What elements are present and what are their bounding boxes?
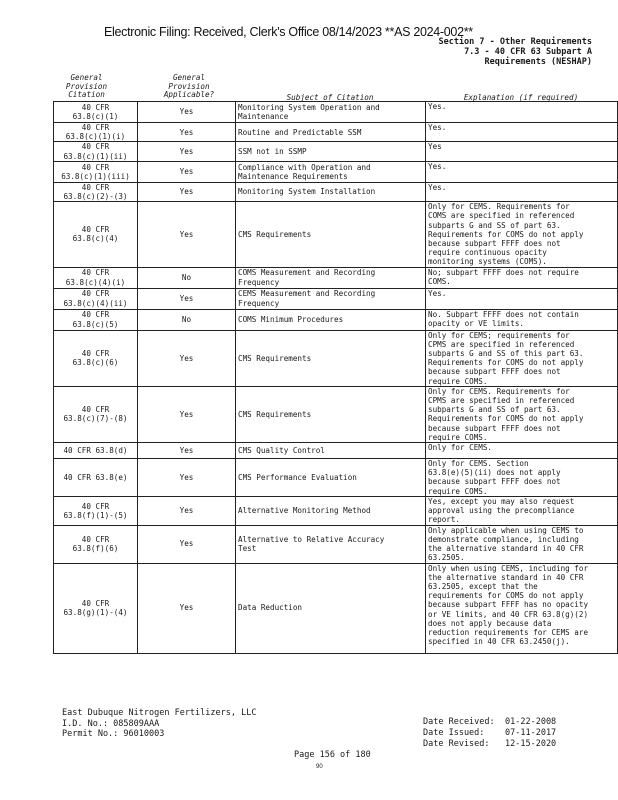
applicable-cell: Yes: [138, 142, 236, 161]
citation-cell-line: 40 CFR: [81, 268, 110, 278]
subject-cell: [236, 309, 426, 330]
citation-cell: [54, 386, 138, 442]
subject-cell-line: CMS Requirements: [238, 353, 312, 363]
explanation-cell-line: the alternative standard in 40 CFR: [428, 572, 584, 582]
explanation-cell-line: Yes, except you may also request: [428, 497, 575, 507]
explanation-cell-line: require COMS.: [428, 486, 488, 496]
date-issued-row: [423, 728, 556, 739]
applicable-cell: Yes: [138, 330, 236, 386]
subject-cell-line: Compliance with Operation and: [238, 162, 371, 172]
section-heading-line: Section 7 - Other Requirements: [438, 37, 592, 47]
explanation-cell-line: or VE limits, and 40 CFR 63.8(g)(2): [428, 609, 589, 619]
citation-cell-line: 40 CFR 63.8(d): [63, 445, 128, 455]
table-row: [54, 102, 618, 123]
subject-cell: [236, 443, 426, 459]
citation-cell: [54, 123, 138, 142]
table-row: [54, 563, 618, 653]
subject-cell: [236, 386, 426, 442]
table-row: [54, 288, 618, 309]
subject-cell-line: SSM not in SSMP: [238, 147, 307, 156]
citation-cell: [54, 525, 138, 563]
table-row: [54, 142, 618, 161]
subject-cell-line: Test: [238, 544, 257, 554]
table-body: [54, 102, 618, 654]
date-revised-value: 12-15-2020: [505, 739, 557, 749]
subject-cell: [236, 202, 426, 267]
explanation-cell-line: requirements for COMS do not apply: [428, 591, 584, 601]
subject-cell-line: Monitoring System Installation: [238, 187, 376, 197]
applicable-cell: Yes: [138, 443, 236, 459]
header-line: Provision: [65, 81, 108, 91]
explanation-cell-line: because subpart FFFF does not: [428, 367, 561, 377]
date-received-label: Date Received:: [423, 717, 495, 727]
citation-cell-line: 40 CFR: [81, 289, 110, 299]
table-row: [54, 443, 618, 459]
citation-cell-line: 63.8(c)(1)(i): [65, 132, 126, 142]
subject-cell-line: CMS Quality Control: [238, 445, 325, 455]
citation-cell-line: 40 CFR: [81, 310, 110, 320]
citation-cell-line: 63.8(c)(5): [72, 319, 119, 329]
explanation-cell-line: Requirements for COMS do not apply: [428, 229, 584, 239]
page-mark: 90: [316, 764, 323, 770]
explanation-cell-line: subparts G and SS of this part 63.: [428, 349, 584, 359]
subject-cell-line: Alternative Monitoring Method: [238, 506, 371, 516]
explanation-cell-line: Yes: [428, 142, 442, 152]
explanation-cell-line: Only applicable when using CEMS to: [428, 525, 584, 535]
explanation-cell: [426, 142, 618, 161]
citation-table: [53, 101, 618, 654]
explanation-cell-line: CPMS are specified in referenced: [428, 396, 575, 406]
citation-cell-line: 40 CFR: [81, 598, 110, 608]
explanation-cell-line: approval using the precompliance: [428, 506, 575, 516]
explanation-cell-line: 63.2505, except that the: [428, 581, 538, 591]
explanation-cell-line: report.: [428, 515, 461, 525]
table-row: [54, 267, 618, 288]
explanation-cell-line: COMS are specified in referenced: [428, 211, 575, 221]
citation-cell-line: 40 CFR: [81, 534, 110, 544]
header-line: Provision: [168, 81, 210, 91]
subject-cell-line: CMS Performance Evaluation: [238, 472, 357, 482]
citation-cell: [54, 563, 138, 653]
subject-cell: [236, 459, 426, 497]
explanation-cell-line: Yes.: [428, 123, 447, 132]
subject-cell: [236, 330, 426, 386]
citation-cell: [54, 142, 138, 161]
subject-cell-line: CEMS Measurement and Recording: [238, 289, 376, 299]
subject-cell: [236, 142, 426, 161]
table-row: [54, 330, 618, 386]
explanation-cell-line: require COMS.: [428, 432, 488, 442]
citation-cell-line: 63.8(c)(6): [72, 358, 119, 368]
header-line: General: [70, 73, 103, 82]
explanation-cell: [426, 443, 618, 459]
citation-cell: [54, 459, 138, 497]
explanation-cell-line: No; subpart FFFF does not require: [428, 267, 579, 277]
subject-cell-line: Data Reduction: [238, 603, 303, 613]
citation-cell: [54, 309, 138, 330]
header-line: Citation: [68, 90, 105, 99]
citation-cell-line: 63.8(g)(1)-(4): [63, 608, 128, 617]
table-row: [54, 161, 618, 182]
explanation-cell-line: Yes.: [428, 161, 447, 171]
explanation-cell: [426, 288, 618, 309]
citation-cell: [54, 102, 138, 123]
applicable-cell: Yes: [138, 123, 236, 142]
explanation-cell: [426, 309, 618, 330]
explanation-cell-line: monitoring systems (COMS).: [428, 257, 547, 267]
table-row: [54, 525, 618, 563]
subject-cell: [236, 123, 426, 142]
explanation-cell-line: subparts G and SS of part 63.: [428, 220, 561, 230]
citation-cell-line: 63.8(c)(4): [72, 234, 119, 244]
citation-cell: [54, 443, 138, 459]
subject-cell-line: Frequency: [238, 298, 280, 308]
citation-cell-line: 63.8(f)(1)-(5): [63, 510, 128, 520]
explanation-cell-line: Yes.: [428, 288, 447, 298]
explanation-cell-line: CPMS are specified in referenced: [428, 339, 575, 349]
explanation-cell-line: subparts G and SS of part 63.: [428, 405, 561, 415]
citation-cell-line: 40 CFR: [81, 225, 110, 235]
explanation-cell-line: Requirements for COMS do not apply: [428, 414, 584, 424]
section-heading-line: 7.3 - 40 CFR 63 Subpart A: [464, 47, 592, 57]
citation-cell-line: 40 CFR: [81, 405, 110, 415]
explanation-cell-line: Yes.: [428, 102, 447, 111]
citation-cell: [54, 202, 138, 267]
header-applicable: [153, 74, 225, 100]
table-row: [54, 386, 618, 442]
subject-cell: [236, 267, 426, 288]
explanation-cell: [426, 182, 618, 201]
explanation-cell-line: because subpart FFFF has no opacity: [428, 600, 589, 610]
electronic-filing-stamp: Electronic Filing: Received, Clerk's Office 08/14/2023 **AS 2024-002**: [104, 25, 473, 39]
date-revised-label: Date Revised:: [423, 739, 490, 749]
date-issued-value: 07-11-2017: [505, 728, 557, 738]
explanation-cell-line: Requirements for COMS do not apply: [428, 358, 584, 368]
citation-cell-line: 63.8(c)(2)-(3): [63, 192, 128, 202]
explanation-cell-line: does not apply because data: [428, 618, 552, 628]
applicable-cell: Yes: [138, 386, 236, 442]
header-subject: Subject of Citation: [286, 93, 374, 102]
subject-cell-line: CMS Requirements: [238, 409, 312, 419]
subject-cell-line: Maintenance: [238, 112, 289, 121]
table-column-headers: [53, 74, 617, 102]
section-heading-line: Requirements (NESHAP): [484, 57, 592, 67]
explanation-cell-line: Only for CEMS; requirements for: [428, 330, 570, 340]
subject-cell: [236, 563, 426, 653]
subject-cell-line: COMS Measurement and Recording: [238, 268, 376, 278]
explanation-cell-line: COMS.: [428, 276, 451, 286]
permit-number: Permit No.: 96010003: [62, 729, 165, 739]
applicable-cell: No: [138, 309, 236, 330]
explanation-cell: [426, 497, 618, 526]
date-revised-row: [423, 739, 556, 750]
explanation-cell: [426, 161, 618, 182]
subject-cell-line: Maintenance Requirements: [238, 171, 348, 181]
citation-cell-line: 63.8(c)(4)(i): [65, 277, 126, 287]
applicable-cell: Yes: [138, 182, 236, 201]
citation-cell-line: 40 CFR: [81, 142, 110, 152]
citation-cell: [54, 161, 138, 182]
subject-cell: [236, 525, 426, 563]
explanation-cell-line: No. Subpart FFFF does not contain: [428, 309, 579, 319]
footer-facility-info: [62, 708, 256, 740]
subject-cell-line: Routine and Predictable SSM: [238, 127, 362, 137]
explanation-cell-line: reduction requirements for CEMS are: [428, 627, 589, 637]
explanation-cell: [426, 267, 618, 288]
citation-cell-line: 63.8(c)(1): [72, 112, 119, 121]
applicable-cell: Yes: [138, 202, 236, 267]
explanation-cell-line: Only for CEMS.: [428, 443, 493, 453]
explanation-cell-line: Only when using CEMS, including for: [428, 563, 589, 573]
citation-cell-line: 63.8(c)(1)(iii): [61, 171, 130, 181]
table-row: [54, 497, 618, 526]
company-name: East Dubuque Nitrogen Fertilizers, LLC: [62, 708, 257, 718]
explanation-cell-line: require COMS.: [428, 376, 488, 386]
citation-cell-line: 63.8(c)(7)-(8): [63, 414, 128, 424]
subject-cell: [236, 102, 426, 123]
citation-cell-line: 40 CFR 63.8(e): [63, 472, 128, 482]
subject-cell: [236, 497, 426, 526]
explanation-cell-line: because subpart FFFF does not: [428, 239, 561, 249]
subject-cell: [236, 161, 426, 182]
subject-cell-line: Monitoring System Operation and: [238, 102, 380, 112]
explanation-cell-line: Only for CEMS. Requirements for: [428, 386, 570, 396]
citation-cell-line: 40 CFR: [81, 349, 110, 359]
subject-cell-line: Alternative to Relative Accuracy: [238, 534, 385, 544]
citation-cell: [54, 182, 138, 201]
table-row: [54, 182, 618, 201]
date-issued-label: Date Issued:: [423, 728, 485, 738]
explanation-cell-line: demonstrate compliance, including: [428, 534, 579, 544]
explanation-cell: [426, 330, 618, 386]
subject-cell-line: CMS Requirements: [238, 229, 312, 239]
explanation-cell: [426, 202, 618, 267]
explanation-cell-line: specified in 40 CFR 63.2450(j).: [428, 637, 570, 647]
explanation-cell-line: 63.2505.: [428, 553, 465, 563]
facility-id: I.D. No.: 085809AAA: [62, 718, 160, 729]
explanation-cell: [426, 459, 618, 497]
citation-cell: [54, 497, 138, 526]
applicable-cell: Yes: [138, 525, 236, 563]
explanation-cell-line: opacity or VE limits.: [428, 318, 525, 328]
table-row: [54, 123, 618, 142]
header-line: Applicable?: [163, 90, 215, 99]
applicable-cell: Yes: [138, 161, 236, 182]
applicable-cell: Yes: [138, 288, 236, 309]
citation-cell-line: 63.8(c)(4)(ii): [63, 298, 128, 308]
explanation-cell-line: because subpart FFFF does not: [428, 477, 561, 487]
header-explanation: Explanation (if required): [463, 93, 579, 102]
explanation-cell-line: Yes.: [428, 182, 447, 192]
explanation-cell: [426, 525, 618, 563]
explanation-cell-line: Only for CEMS. Section: [428, 459, 529, 469]
explanation-cell-line: because subpart FFFF does not: [428, 423, 561, 433]
subject-cell-line: Frequency: [238, 277, 280, 287]
explanation-cell: [426, 563, 618, 653]
subject-cell-line: COMS Minimum Procedures: [238, 315, 344, 325]
explanation-cell: [426, 102, 618, 123]
footer-dates: [423, 717, 556, 750]
explanation-cell: [426, 386, 618, 442]
explanation-cell-line: the alternative standard in 40 CFR: [428, 544, 584, 554]
citation-cell: [54, 267, 138, 288]
citation-cell-line: 40 CFR: [81, 162, 110, 172]
applicable-cell: Yes: [138, 459, 236, 497]
subject-cell: [236, 288, 426, 309]
citation-cell: [54, 330, 138, 386]
header-citation: [53, 74, 120, 100]
subject-cell: [236, 182, 426, 201]
table-row: [54, 459, 618, 497]
citation-cell-line: 40 CFR: [81, 123, 110, 132]
explanation-cell-line: Only for CEMS. Requirements for: [428, 202, 570, 212]
table-row: [54, 309, 618, 330]
applicable-cell: Yes: [138, 497, 236, 526]
header-line: General: [172, 73, 205, 82]
explanation-cell-line: require continuous opacity: [428, 248, 547, 258]
applicable-cell: No: [138, 267, 236, 288]
citation-cell-line: 40 CFR: [81, 501, 110, 511]
citation-cell-line: 63.8(c)(1)(ii): [63, 151, 128, 161]
applicable-cell: Yes: [138, 563, 236, 653]
citation-cell-line: 40 CFR: [81, 182, 110, 192]
citation-cell: [54, 288, 138, 309]
explanation-cell-line: 63.8(e)(5)(ii) does not apply: [428, 468, 561, 478]
date-received-row: [423, 717, 556, 728]
applicable-cell: Yes: [138, 102, 236, 123]
section-heading: [438, 37, 592, 67]
citation-cell-line: 40 CFR: [81, 102, 110, 112]
page-number: Page 156 of 180: [294, 750, 371, 760]
date-received-value: 01-22-2008: [505, 717, 557, 727]
citation-cell-line: 63.8(f)(6): [72, 544, 119, 554]
explanation-cell: [426, 123, 618, 142]
table-row: [54, 202, 618, 267]
